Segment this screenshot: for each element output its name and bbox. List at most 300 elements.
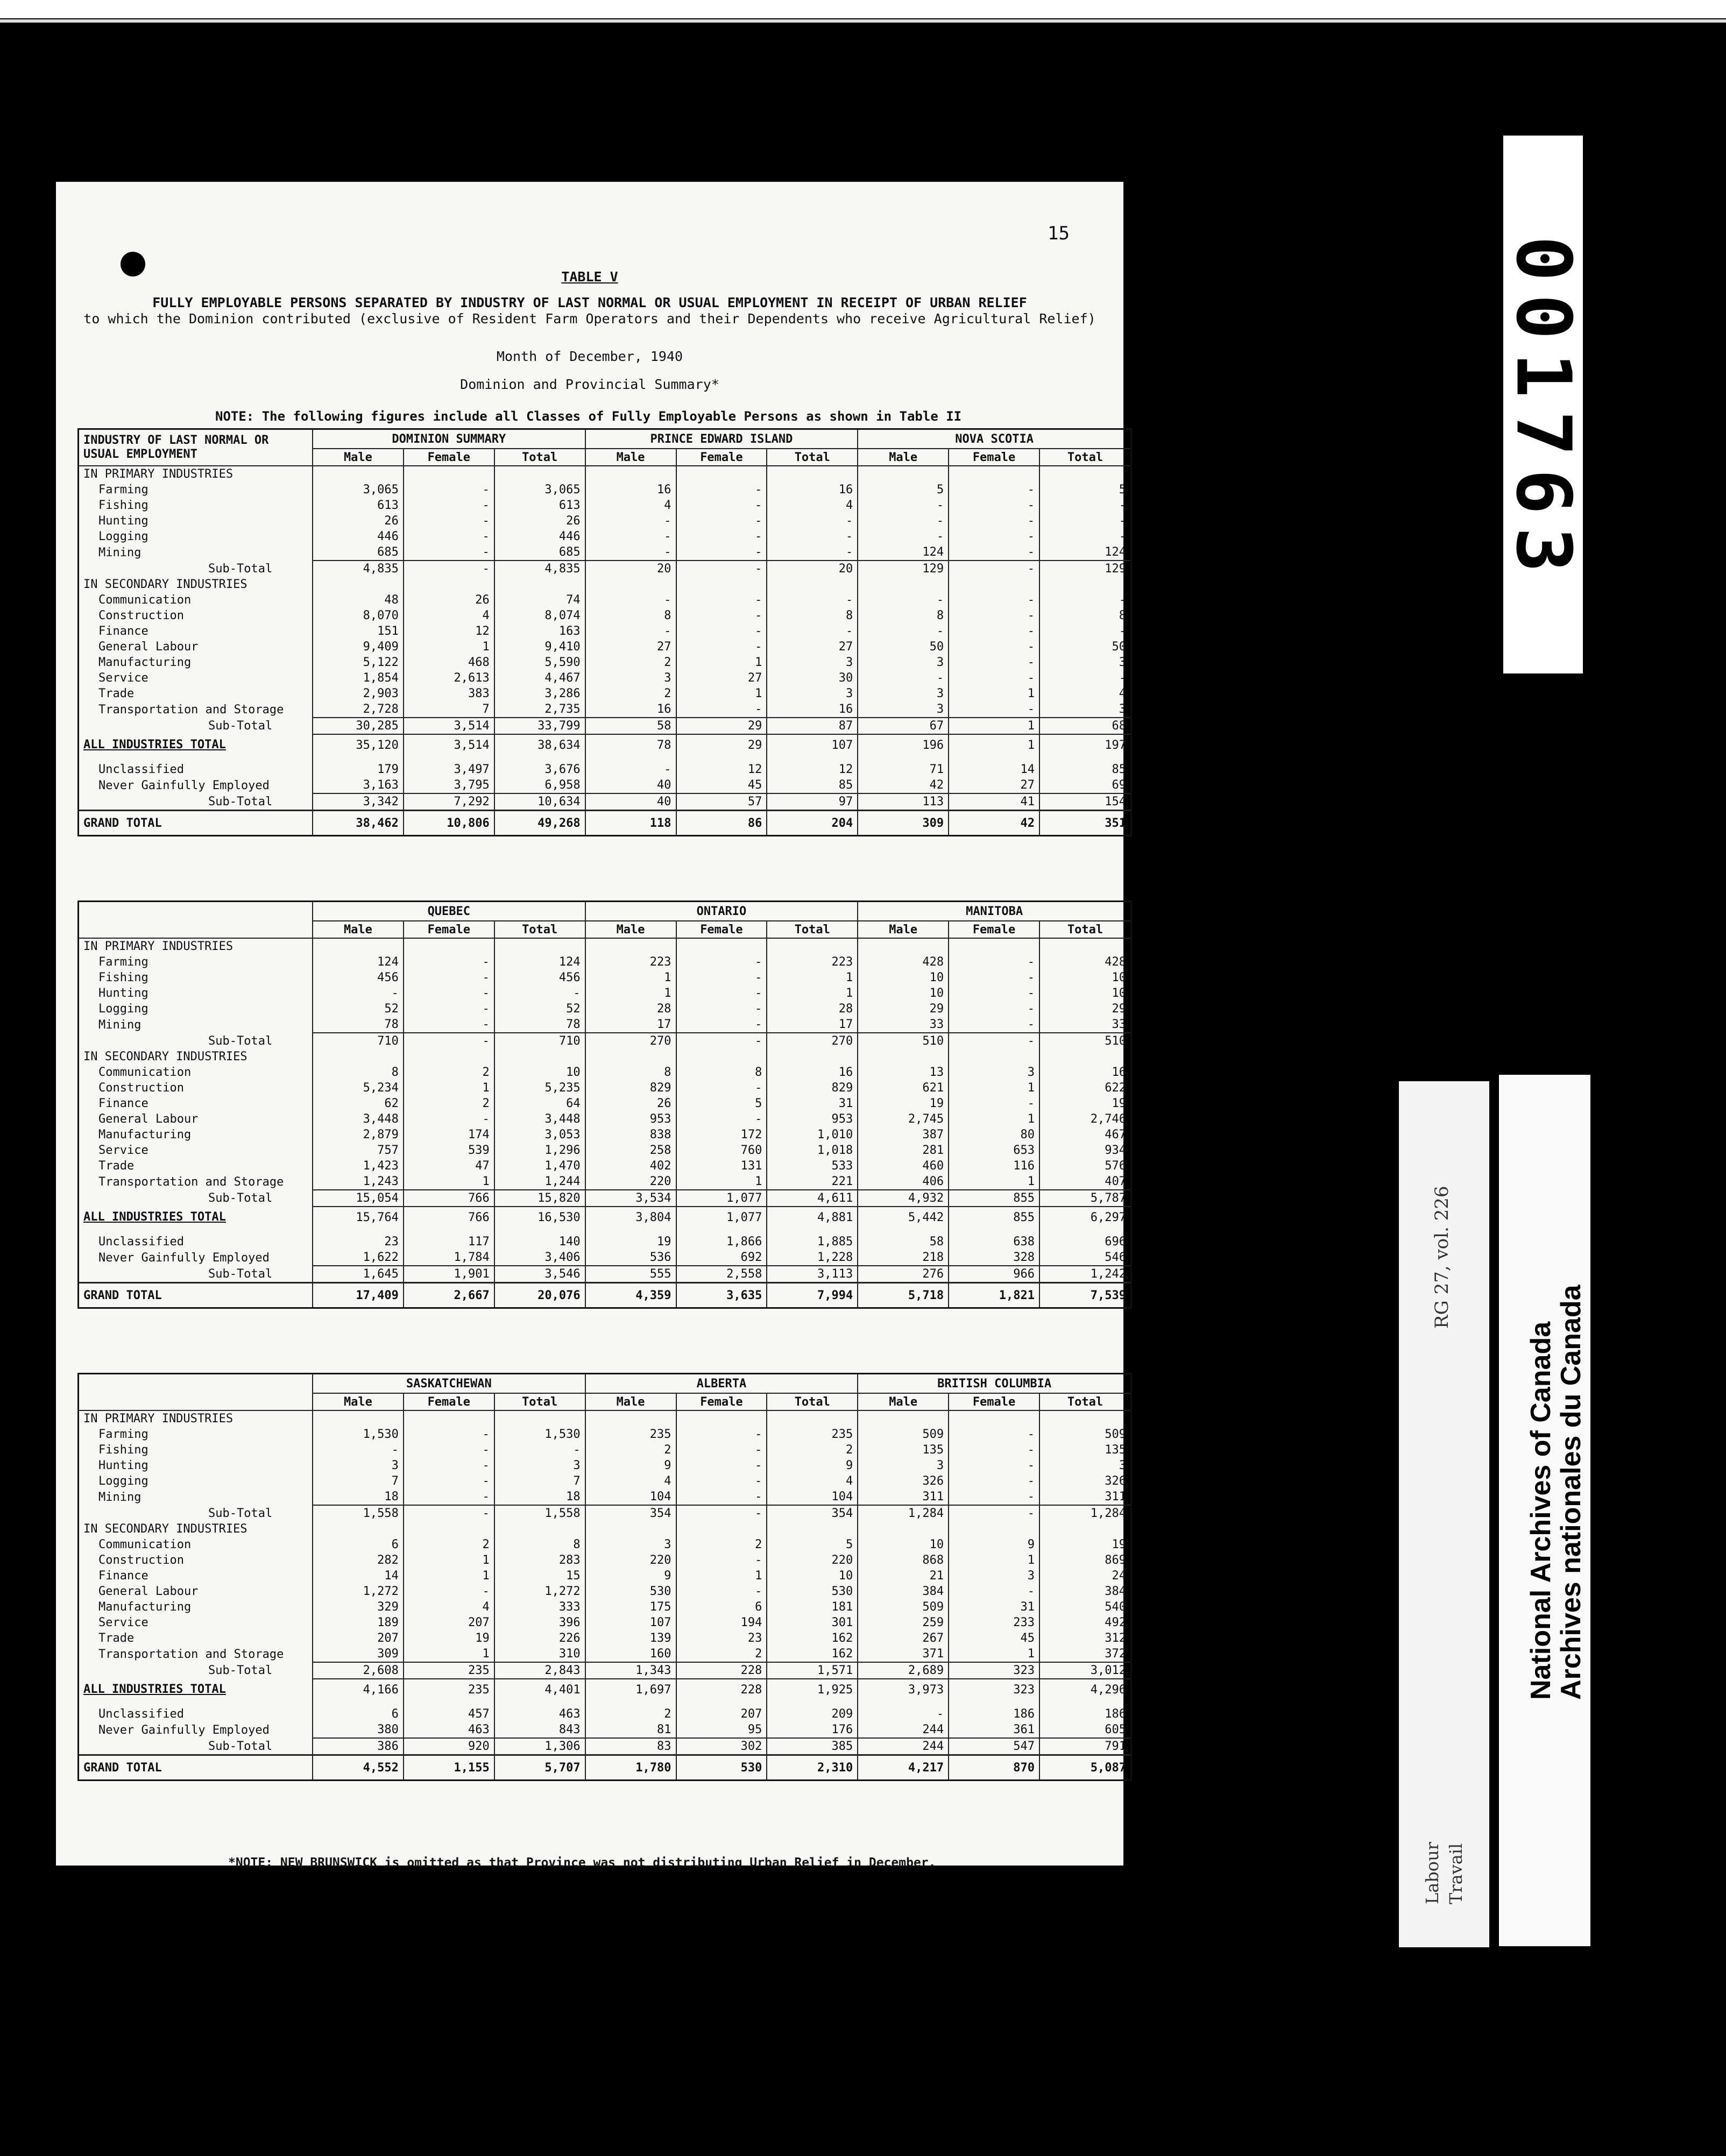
cell-value: 97 [767,793,858,811]
cell-value: 10 [1039,985,1130,1001]
cell-value: 12 [404,623,494,639]
cell-value [767,466,858,482]
cell-value: 311 [1039,1489,1130,1505]
cell-value: 17 [585,1017,676,1033]
cell-value: 638 [949,1234,1039,1250]
row-label: Service [98,1616,148,1629]
cell-value [949,1049,1039,1065]
cell-value: 140 [494,1234,585,1250]
cell-value [585,1521,676,1537]
cell-value: 326 [1039,1473,1130,1489]
cell-value: 10,634 [494,793,585,811]
cell-value: - [949,1427,1039,1442]
cell-value: - [949,544,1039,561]
cell-value: 49,268 [494,811,585,835]
cell-value [858,1049,949,1065]
cell-value: 2,746 [1039,1111,1130,1127]
column-header: Male [858,921,949,938]
cell-value [494,1228,585,1234]
cell-value: 19 [1039,1537,1130,1552]
cell-value: 9,409 [313,639,404,655]
cell-value: 4,401 [494,1679,585,1700]
cell-value: 160 [585,1646,676,1662]
stamp-travail: Travail [1446,1843,1466,1904]
cell-value [404,1228,494,1234]
cell-value: 3,406 [494,1250,585,1266]
cell-value: 2,879 [313,1127,404,1143]
cell-value: 85 [1039,762,1130,777]
cell-value: 41 [949,793,1039,811]
cell-value: 2 [767,1442,858,1458]
cell-value: 207 [404,1615,494,1630]
cell-value [1039,1521,1130,1537]
cell-value: 5,234 [313,1080,404,1096]
table-row [79,1722,1130,1738]
row-label: General Labour [98,1585,199,1598]
table-row [79,1599,1130,1615]
cell-value: 1 [949,1111,1039,1127]
row-label: Communication [98,1538,192,1551]
cell-value: 1 [585,985,676,1001]
cell-value: 5 [676,1096,767,1111]
cell-value: 1,530 [494,1427,585,1442]
row-label: ALL INDUSTRIES TOTAL [83,1683,226,1696]
cell-value: 383 [404,686,494,701]
row-label: ALL INDUSTRIES TOTAL [83,738,226,751]
cell-value: - [767,513,858,529]
cell-value: 19 [404,1630,494,1646]
table-row [79,1266,1130,1283]
cell-value: 235 [404,1679,494,1700]
cell-value: 6 [313,1537,404,1552]
cell-value: 139 [585,1630,676,1646]
cell-value [585,938,676,954]
table-row [79,1679,1130,1700]
cell-value: - [858,592,949,608]
cell-value: 74 [494,592,585,608]
cell-value: 6 [313,1706,404,1722]
cell-value: 83 [585,1738,676,1755]
table-row [79,793,1130,811]
table-row [79,970,1130,985]
cell-value: 1,821 [949,1283,1039,1308]
cell-value: 4,881 [767,1207,858,1228]
cell-value: 283 [494,1552,585,1568]
cell-value: 28 [585,1001,676,1017]
cell-value: 326 [858,1473,949,1489]
cell-value: - [676,970,767,985]
cell-value: 3 [858,701,949,718]
cell-value: 235 [585,1427,676,1442]
cell-value: 2 [585,1706,676,1722]
cell-value: - [404,1001,494,1017]
cell-value: 9 [585,1568,676,1584]
cell-value: 576 [1039,1158,1130,1174]
cell-value: 18 [313,1489,404,1505]
cell-value: 87 [767,718,858,734]
row-label: Fishing [98,1443,148,1457]
row-label: Transportation and Storage [98,703,284,717]
cell-value: 40 [585,793,676,811]
row-label: IN PRIMARY INDUSTRIES [83,1412,234,1425]
row-label: General Labour [98,640,199,654]
column-header: Total [767,449,858,466]
cell-value: 189 [313,1615,404,1630]
row-label: Sub-Total [208,719,273,733]
cell-value: 1,243 [313,1174,404,1190]
cell-value [949,1228,1039,1234]
cell-value: 4,359 [585,1283,676,1308]
cell-value: 396 [494,1615,585,1630]
table-row [79,938,1130,954]
cell-value: 7,994 [767,1283,858,1308]
cell-value: 2 [676,1646,767,1662]
cell-value: 86 [676,811,767,835]
relief-table [79,430,1130,835]
cell-value: 3 [858,655,949,670]
cell-value: - [404,1489,494,1505]
cell-value [585,466,676,482]
cell-value: 9 [585,1458,676,1473]
cell-value: - [676,1033,767,1049]
cell-value: 4 [585,1473,676,1489]
cell-value: 42 [949,811,1039,835]
cell-value: 107 [585,1615,676,1630]
cell-value: 9 [767,1458,858,1473]
cell-value: 1,901 [404,1266,494,1283]
cell-value: 16 [767,482,858,498]
cell-value [858,577,949,592]
cell-value [404,1410,494,1427]
cell-value: - [858,670,949,686]
cell-value: 2 [585,686,676,701]
cell-value [494,1049,585,1065]
cell-value: 546 [1039,1250,1130,1266]
cell-value: 3 [767,655,858,670]
cell-value [313,1521,404,1537]
cell-value [1039,1410,1130,1427]
cell-value: 30 [767,670,858,686]
cell-value: 463 [494,1706,585,1722]
table-row [79,811,1130,835]
cell-value [494,577,585,592]
cell-value: 78 [494,1017,585,1033]
cell-value: 151 [313,623,404,639]
cell-value: 530 [767,1584,858,1599]
cell-value: 163 [494,623,585,639]
cell-value: 135 [1039,1442,1130,1458]
region-name: ONTARIO [585,902,858,921]
cell-value: - [676,1111,767,1127]
cell-value: 42 [858,777,949,793]
cell-value [313,466,404,482]
relief-table [79,1374,1130,1779]
cell-value: 8 [585,1065,676,1080]
column-header: Female [404,1393,494,1410]
cell-value: 10,806 [404,811,494,835]
cell-value [1039,1700,1130,1706]
cell-value: 2 [404,1065,494,1080]
cell-value: 4,217 [858,1755,949,1780]
row-label: GRAND TOTAL [79,811,313,835]
table-row [79,1568,1130,1584]
cell-value: 4 [404,608,494,623]
cell-value: - [949,970,1039,985]
cell-value: 4,835 [313,561,404,577]
cell-value: 20 [767,561,858,577]
cell-value: 47 [404,1158,494,1174]
cell-value: - [949,655,1039,670]
cell-value [676,1228,767,1234]
cell-value: 19 [1039,1096,1130,1111]
table-title: TABLE V [561,269,618,285]
table-row [79,985,1130,1001]
section-que-ont-man [77,900,1132,1309]
cell-value [949,466,1039,482]
cell-value [494,1700,585,1706]
cell-value: 869 [1039,1552,1130,1568]
row-label: GRAND TOTAL [79,1283,313,1308]
cell-value: 21 [858,1568,949,1584]
region-header-row [79,1374,1130,1393]
row-label: Finance [98,1569,148,1583]
column-header: Male [585,1393,676,1410]
cell-value: 220 [767,1552,858,1568]
cell-value: - [404,985,494,1001]
cell-value: - [676,1584,767,1599]
cell-value: 710 [494,1033,585,1049]
table-row [79,561,1130,577]
cell-value: 28 [767,1001,858,1017]
cell-value: - [404,1505,494,1521]
cell-value: 710 [313,1033,404,1049]
section-sask-alta-bc [77,1373,1132,1781]
column-header: Total [767,1393,858,1410]
cell-value: 24 [1039,1568,1130,1584]
top-note: NOTE: The following figures include all Classes of Fully Employable Persons as shown in Table II [215,409,962,424]
table-row [79,1250,1130,1266]
cell-value: 81 [585,1722,676,1738]
cell-value: 2 [585,1442,676,1458]
region-name: QUEBEC [313,902,585,921]
cell-value [949,755,1039,762]
cell-value: 1,242 [1039,1266,1130,1283]
row-label: IN SECONDARY INDUSTRIES [83,1522,247,1536]
cell-value [585,1228,676,1234]
cell-value: 7 [494,1473,585,1489]
cell-value: - [676,513,767,529]
cell-value: 235 [767,1427,858,1442]
cell-value: - [404,1017,494,1033]
column-header: Male [585,449,676,466]
cell-value: - [404,1427,494,1442]
cell-value: 12 [676,762,767,777]
cell-value: 267 [858,1630,949,1646]
cell-value: 1 [404,1568,494,1584]
cell-value: - [676,1489,767,1505]
cell-value: 766 [404,1207,494,1228]
cell-value: 3 [767,686,858,701]
table-row [79,1630,1130,1646]
cell-value: 8 [494,1537,585,1552]
cell-value: - [949,1017,1039,1033]
cell-value: 2,558 [676,1266,767,1283]
cell-value: 8 [676,1065,767,1080]
cell-value: 8 [858,608,949,623]
cell-value: - [585,762,676,777]
row-label: Unclassified [98,763,184,776]
cell-value: 207 [313,1630,404,1646]
heading-line-1: FULLY EMPLOYABLE PERSONS SEPARATED BY INDUSTRY OF LAST NORMAL OR USUAL EMPLOYMENT IN RECEIPT OF URBAN RELIEF [152,295,1027,310]
cell-value: 2,608 [313,1662,404,1679]
cell-value: 8 [585,608,676,623]
cell-value [858,1521,949,1537]
cell-value: 58 [585,718,676,734]
cell-value: 2,735 [494,701,585,718]
cell-value [585,577,676,592]
cell-value: 1,784 [404,1250,494,1266]
column-header: Male [858,1393,949,1410]
cell-value: 1 [676,655,767,670]
cell-value: 179 [313,762,404,777]
table-row [79,718,1130,734]
cell-value: 1,244 [494,1174,585,1190]
row-label: Never Gainfully Employed [98,778,270,792]
cell-value: 2,667 [404,1283,494,1308]
cell-value: - [404,1111,494,1127]
cell-value: 843 [494,1722,585,1738]
cell-value: 311 [858,1489,949,1505]
cell-value [767,1049,858,1065]
cell-value: 244 [858,1722,949,1738]
cell-value: - [676,985,767,1001]
cell-value: - [404,1442,494,1458]
cell-value: 1,780 [585,1755,676,1780]
cell-value: - [404,482,494,498]
table-row [79,1065,1130,1080]
cell-value: 104 [585,1489,676,1505]
summary-label: Dominion and Provincial Summary* [460,377,719,392]
cell-value: - [676,1505,767,1521]
cell-value: 13 [858,1065,949,1080]
cell-value: 26 [313,513,404,529]
cell-value: - [949,1001,1039,1017]
cell-value: 67 [858,718,949,734]
cell-value: 3 [494,1458,585,1473]
cell-value [949,938,1039,954]
cell-value [1039,466,1130,482]
row-label [79,1228,313,1234]
cell-value: 934 [1039,1143,1130,1158]
cell-value: 536 [585,1250,676,1266]
cell-value: 14 [949,762,1039,777]
row-label: IN PRIMARY INDUSTRIES [83,940,234,953]
table-row [79,655,1130,670]
cell-value [404,1521,494,1537]
column-header: Female [676,921,767,938]
cell-value [494,938,585,954]
cell-value: 33 [858,1017,949,1033]
cell-value: 3,804 [585,1207,676,1228]
cell-value: 235 [404,1662,494,1679]
cell-value: - [404,1473,494,1489]
table-row [79,544,1130,561]
cell-value: 276 [858,1266,949,1283]
row-label: Unclassified [98,1707,184,1721]
cell-value: - [949,1033,1039,1049]
cell-value: 244 [858,1738,949,1755]
row-label: Sub-Total [208,1034,273,1048]
column-header: Female [949,449,1039,466]
cell-value: 52 [494,1001,585,1017]
cell-value: - [676,1473,767,1489]
cell-value: 19 [585,1234,676,1250]
cell-value: 384 [1039,1584,1130,1599]
cell-value: 50 [858,639,949,655]
cell-value: 5,718 [858,1283,949,1308]
cell-value: 117 [404,1234,494,1250]
cell-value [858,1700,949,1706]
cell-value: - [949,561,1039,577]
cell-value: 428 [858,954,949,970]
cell-value: 154 [1039,793,1130,811]
cell-value: 1,622 [313,1250,404,1266]
cell-value: 29 [676,718,767,734]
cell-value: 107 [767,734,858,755]
cell-value: 953 [767,1111,858,1127]
cell-value: - [404,970,494,985]
cell-value: - [585,544,676,561]
cell-value: - [404,954,494,970]
cell-value [404,577,494,592]
cell-value: 223 [767,954,858,970]
cell-value: 9 [949,1537,1039,1552]
cell-value: 85 [767,777,858,793]
table-row [79,1473,1130,1489]
row-label: Transportation and Storage [98,1647,284,1661]
cell-value: 228 [676,1662,767,1679]
cell-value: 209 [767,1706,858,1722]
archives-french: Archives nationales du Canada [1555,1285,1587,1700]
cell-value: 186 [949,1706,1039,1722]
cell-value: 20 [585,561,676,577]
cell-value: - [949,1442,1039,1458]
row-label: Sub-Total [208,795,273,808]
row-label: Sub-Total [208,1267,273,1281]
card-number: 001763 [1499,236,1587,586]
cell-value [494,1521,585,1537]
cell-value: 329 [313,1599,404,1615]
cell-value: 1,077 [676,1207,767,1228]
cell-value: 3 [1039,655,1130,670]
cell-value: - [858,513,949,529]
cell-value: 1,306 [494,1738,585,1755]
row-label: Unclassified [98,1235,184,1249]
region-name: ALBERTA [585,1374,858,1393]
table-row [79,1662,1130,1679]
cell-value: 3 [949,1065,1039,1080]
cell-value: 5,087 [1039,1755,1130,1780]
cell-value [676,1521,767,1537]
cell-value: - [767,623,858,639]
industry-header-label [79,1374,313,1410]
cell-value: 361 [949,1722,1039,1738]
cell-value [313,1410,404,1427]
cell-value: - [949,1505,1039,1521]
cell-value: - [949,623,1039,639]
cell-value: 16,530 [494,1207,585,1228]
cell-value: - [1039,623,1130,639]
